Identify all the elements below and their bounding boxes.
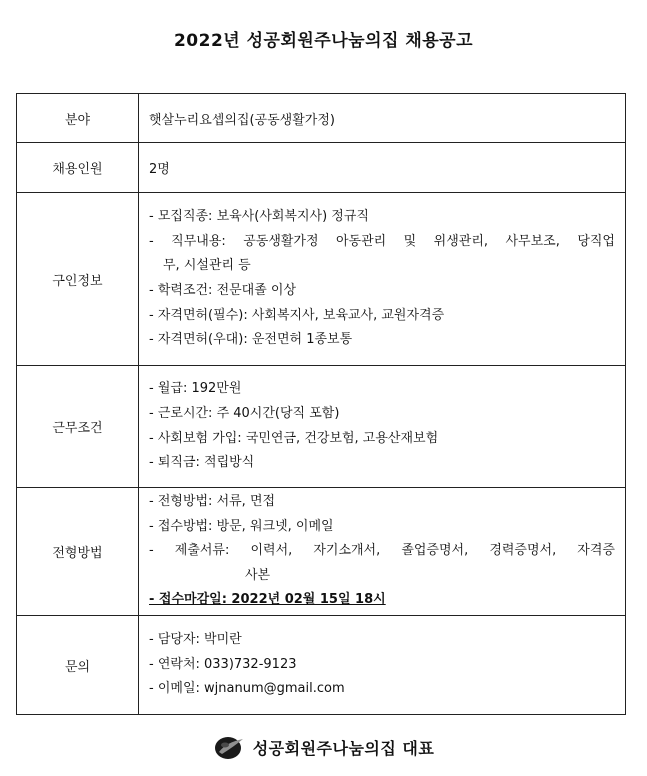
- list-item-continuation: 무, 시설관리 등: [163, 258, 251, 274]
- row-label-contact: 문의: [17, 616, 139, 715]
- organization-logo-icon: [213, 733, 245, 761]
- row-label-field: 분야: [17, 94, 139, 143]
- field-value: 햇살누리요셉의집(공동생활가정): [139, 94, 626, 143]
- list-item: - 담당자: 박미란: [149, 632, 242, 648]
- row-headcount: [17, 143, 626, 193]
- list-item: - 자격면허(우대): 운전면허 1종보통: [149, 332, 353, 348]
- list-item: - 사회보험 가입: 국민연금, 건강보험, 고용산재보험: [149, 430, 439, 446]
- headcount-value: 2명: [139, 143, 626, 193]
- row-selection: [17, 488, 626, 616]
- selection-cell: [139, 488, 626, 616]
- list-item: - 자격면허(필수): 사회복지사, 보육교사, 교원자격증: [149, 307, 445, 323]
- list-item: - 학력조건: 전문대졸 이상: [149, 283, 297, 298]
- job-info-cell: [139, 193, 626, 366]
- list-item: - 제출서류: 이력서, 자기소개서, 졸업증명서, 경력증명서, 자격증: [149, 543, 615, 559]
- signature-text: 성공회원주나눔의집 대표: [252, 738, 435, 758]
- row-label-selection: 전형방법: [17, 488, 139, 616]
- contact-cell: [139, 616, 626, 715]
- row-contact: [17, 616, 626, 715]
- conditions-cell: [139, 366, 626, 488]
- list-item: - 퇴직금: 적립방식: [149, 455, 255, 471]
- list-item: - 이메일: wjnanum@gmail.com: [149, 681, 345, 697]
- row-conditions: [17, 366, 626, 488]
- list-item: - 접수방법: 방문, 워크넷, 이메일: [149, 518, 334, 534]
- list-item: - 연락처: 033)732-9123: [149, 656, 297, 672]
- list-item: - 직무내용: 공동생활가정 아동관리 및 위생관리, 사무보조, 당직업: [149, 233, 615, 249]
- list-item-continuation: 사본: [245, 567, 271, 583]
- recruitment-table: [16, 93, 626, 715]
- list-item: - 근로시간: 주 40시간(당직 포함): [149, 405, 340, 421]
- row-label-job-info: 구인정보: [17, 193, 139, 366]
- deadline-item: - 접수마감일: 2022년 02월 15일 18시: [149, 592, 386, 608]
- row-job-info: [17, 193, 626, 366]
- row-label-headcount: 채용인원: [17, 143, 139, 193]
- signature-block: [0, 733, 647, 761]
- row-field: [17, 94, 626, 143]
- list-item: - 모집직종: 보육사(사회복지사) 정규직: [149, 209, 369, 225]
- list-item: - 월급: 192만원: [149, 381, 242, 397]
- list-item: - 전형방법: 서류, 면접: [149, 494, 276, 510]
- row-label-conditions: 근무조건: [17, 366, 139, 488]
- document-title: 2022년 성공회원주나눔의집 채용공고: [173, 31, 474, 51]
